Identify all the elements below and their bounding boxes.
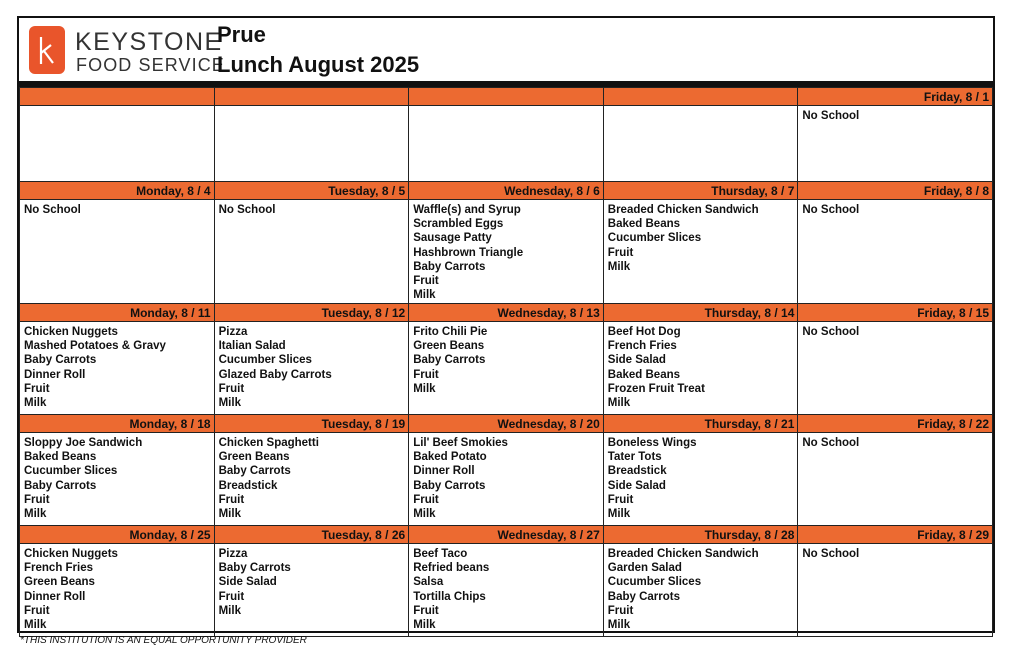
menu-item: Green Beans: [24, 576, 95, 589]
day-menu-cell: [603, 106, 798, 182]
school-name: Prue: [217, 22, 266, 47]
menu-item: Chicken Nuggets: [24, 326, 118, 338]
day-header: Tuesday, 8 / 26: [214, 526, 409, 544]
menu-item: Breaded Chicken Sandwich: [607, 204, 759, 216]
day-menu-cell: [214, 322, 409, 415]
day-menu-cell: [798, 200, 993, 304]
day-menu-cell: [214, 433, 409, 526]
menu-item: Frozen Fruit Treat: [607, 382, 705, 395]
menu-item: Hashbrown Triangle: [413, 246, 524, 259]
menu-item: Milk: [218, 397, 241, 410]
menu-item: Fruit: [218, 590, 245, 603]
day-header: Wednesday, 8 / 20: [409, 415, 604, 433]
menu-item: Milk: [413, 382, 436, 395]
menu-item: No School: [802, 548, 860, 560]
day-header: [214, 88, 409, 106]
menu-item: Baked Potato: [413, 451, 487, 464]
day-header: Thursday, 8 / 7: [603, 182, 798, 200]
menu-header: [19, 18, 993, 82]
week-header-row: [20, 88, 993, 106]
menu-item: Chicken Spaghetti: [218, 437, 319, 449]
menu-item: Tortilla Chips: [413, 590, 486, 603]
menu-item: Breaded Chicken Sandwich: [607, 548, 759, 560]
menu-item: Side Salad: [218, 576, 277, 589]
menu-item: Italian Salad: [218, 340, 286, 353]
menu-item: Glazed Baby Carrots: [218, 368, 332, 381]
day-header: [603, 88, 798, 106]
menu-item: Baby Carrots: [24, 354, 97, 367]
menu-item: Dinner Roll: [413, 465, 475, 478]
day-header: Tuesday, 8 / 12: [214, 304, 409, 322]
menu-item: Milk: [413, 619, 436, 632]
day-menu-cell: [409, 544, 604, 637]
menu-item: Milk: [24, 508, 47, 521]
menu-item: Breadstick: [218, 479, 278, 492]
day-menu-cell: [409, 200, 604, 304]
day-menu-cell: [798, 433, 993, 526]
menu-item: Fruit: [24, 493, 50, 506]
menu-item: Fruit: [607, 493, 634, 506]
menu-item: Lil' Beef Smokies: [413, 437, 508, 449]
menu-item: Fruit: [607, 604, 634, 617]
menu-item: Boneless Wings: [607, 437, 697, 449]
menu-item: Baby Carrots: [413, 260, 486, 273]
day-header: Friday, 8 / 8: [798, 182, 993, 200]
menu-item: French Fries: [607, 340, 677, 353]
menu-item: Baby Carrots: [413, 354, 486, 367]
day-header: Monday, 8 / 18: [20, 415, 215, 433]
menu-item: Milk: [607, 619, 631, 632]
day-header: Monday, 8 / 4: [20, 182, 215, 200]
day-menu-cell: [409, 322, 604, 415]
week-menu-row: [20, 106, 993, 182]
menu-item: Milk: [413, 508, 436, 521]
menu-calendar: [19, 87, 993, 637]
menu-item: Baby Carrots: [24, 479, 97, 492]
menu-item: Waffle(s) and Syrup: [413, 204, 521, 216]
day-header: Thursday, 8 / 28: [603, 526, 798, 544]
menu-item: Fruit: [607, 246, 634, 259]
day-menu-cell: [214, 544, 409, 637]
menu-item: Tater Tots: [607, 451, 662, 464]
day-menu-cell: [214, 200, 409, 304]
menu-item: Pizza: [218, 548, 248, 560]
menu-item: Sausage Patty: [413, 232, 492, 245]
week-header-row: [20, 526, 993, 544]
menu-item: Fruit: [413, 604, 439, 617]
menu-item: Cucumber Slices: [607, 576, 702, 589]
menu-item: Mashed Potatoes & Gravy: [24, 340, 166, 353]
menu-item: Beef Hot Dog: [607, 326, 681, 338]
footer-note: *THIS INSTITUTION IS AN EQUAL OPPORTUNITY PROVIDER: [20, 635, 307, 646]
menu-item: Milk: [218, 508, 241, 521]
day-menu-cell: [20, 433, 215, 526]
menu-item: Milk: [607, 397, 631, 410]
week-menu-row: [20, 322, 993, 415]
menu-page: [17, 16, 995, 633]
menu-item: Side Salad: [607, 479, 666, 492]
menu-item: Salsa: [413, 576, 444, 589]
day-menu-cell: [603, 200, 798, 304]
day-menu-cell: [409, 106, 604, 182]
day-menu-cell: [214, 106, 409, 182]
menu-item: Pizza: [218, 326, 248, 338]
menu-item: No School: [24, 204, 81, 216]
day-menu-cell: [798, 544, 993, 637]
day-menu-cell: [20, 106, 215, 182]
week-menu-row: [20, 200, 993, 304]
day-header: Friday, 8 / 1: [798, 88, 993, 106]
week-menu-row: [20, 544, 993, 637]
menu-item: Scrambled Eggs: [413, 218, 504, 231]
day-header: Wednesday, 8 / 6: [409, 182, 604, 200]
menu-item: No School: [802, 326, 860, 338]
menu-item: Fruit: [24, 604, 50, 617]
day-menu-cell: [20, 200, 215, 304]
menu-title: Lunch August 2025: [217, 52, 420, 77]
week-header-row: [20, 304, 993, 322]
menu-item: Fruit: [413, 368, 439, 381]
day-menu-cell: [603, 433, 798, 526]
day-menu-cell: [20, 322, 215, 415]
menu-item: Baked Beans: [607, 368, 681, 381]
menu-item: French Fries: [24, 562, 94, 575]
day-menu-cell: [20, 544, 215, 637]
day-menu-cell: [798, 106, 993, 182]
day-header: Monday, 8 / 25: [20, 526, 215, 544]
menu-item: Fruit: [24, 382, 50, 395]
menu-item: Dinner Roll: [24, 590, 86, 603]
day-menu-cell: [603, 544, 798, 637]
day-header: Thursday, 8 / 14: [603, 304, 798, 322]
menu-item: Fruit: [413, 275, 439, 288]
menu-item: Milk: [607, 508, 631, 521]
menu-item: Baked Beans: [24, 451, 97, 464]
day-header: Monday, 8 / 11: [20, 304, 215, 322]
menu-item: Refried beans: [413, 562, 490, 575]
menu-item: Frito Chili Pie: [413, 326, 488, 338]
menu-item: Sloppy Joe Sandwich: [24, 437, 143, 449]
menu-item: Dinner Roll: [24, 368, 86, 381]
menu-item: No School: [218, 204, 276, 216]
menu-item: Fruit: [218, 382, 245, 395]
day-header: Tuesday, 8 / 19: [214, 415, 409, 433]
day-header: Wednesday, 8 / 27: [409, 526, 604, 544]
day-header: Friday, 8 / 15: [798, 304, 993, 322]
menu-item: Side Salad: [607, 354, 666, 367]
menu-item: Baby Carrots: [607, 590, 680, 603]
menu-item: Milk: [218, 604, 241, 617]
day-menu-cell: [409, 433, 604, 526]
brand-tagline: FOOD SERVICE: [76, 55, 225, 75]
menu-item: No School: [802, 437, 860, 449]
menu-item: Garden Salad: [607, 562, 682, 575]
menu-item: Milk: [413, 289, 436, 302]
brand-name: KEYSTONE: [75, 28, 223, 56]
menu-item: Cucumber Slices: [607, 232, 702, 245]
day-header: Thursday, 8 / 21: [603, 415, 798, 433]
day-menu-cell: [603, 322, 798, 415]
day-header: [409, 88, 604, 106]
menu-item: Milk: [607, 260, 631, 273]
day-header: Friday, 8 / 29: [798, 526, 993, 544]
menu-item: Green Beans: [218, 451, 290, 464]
menu-item: Milk: [24, 397, 47, 410]
keystone-logo-icon: [29, 26, 65, 74]
menu-item: No School: [802, 110, 860, 122]
menu-item: Fruit: [413, 493, 439, 506]
menu-item: Beef Taco: [413, 548, 468, 560]
menu-item: Baby Carrots: [413, 479, 486, 492]
menu-item: Baby Carrots: [218, 562, 291, 575]
day-menu-cell: [798, 322, 993, 415]
day-header: Friday, 8 / 22: [798, 415, 993, 433]
week-header-row: [20, 182, 993, 200]
menu-item: Breadstick: [607, 465, 667, 478]
menu-item: Baked Beans: [607, 218, 681, 231]
menu-item: Green Beans: [413, 340, 485, 353]
menu-item: Fruit: [218, 493, 245, 506]
week-header-row: [20, 415, 993, 433]
menu-item: Baby Carrots: [218, 465, 291, 478]
menu-item: Cucumber Slices: [218, 354, 312, 367]
day-header: [20, 88, 215, 106]
menu-item: Chicken Nuggets: [24, 548, 118, 560]
week-menu-row: [20, 433, 993, 526]
menu-item: Milk: [24, 619, 47, 632]
menu-item: Cucumber Slices: [24, 465, 118, 478]
day-header: Tuesday, 8 / 5: [214, 182, 409, 200]
menu-item: No School: [802, 204, 860, 216]
day-header: Wednesday, 8 / 13: [409, 304, 604, 322]
